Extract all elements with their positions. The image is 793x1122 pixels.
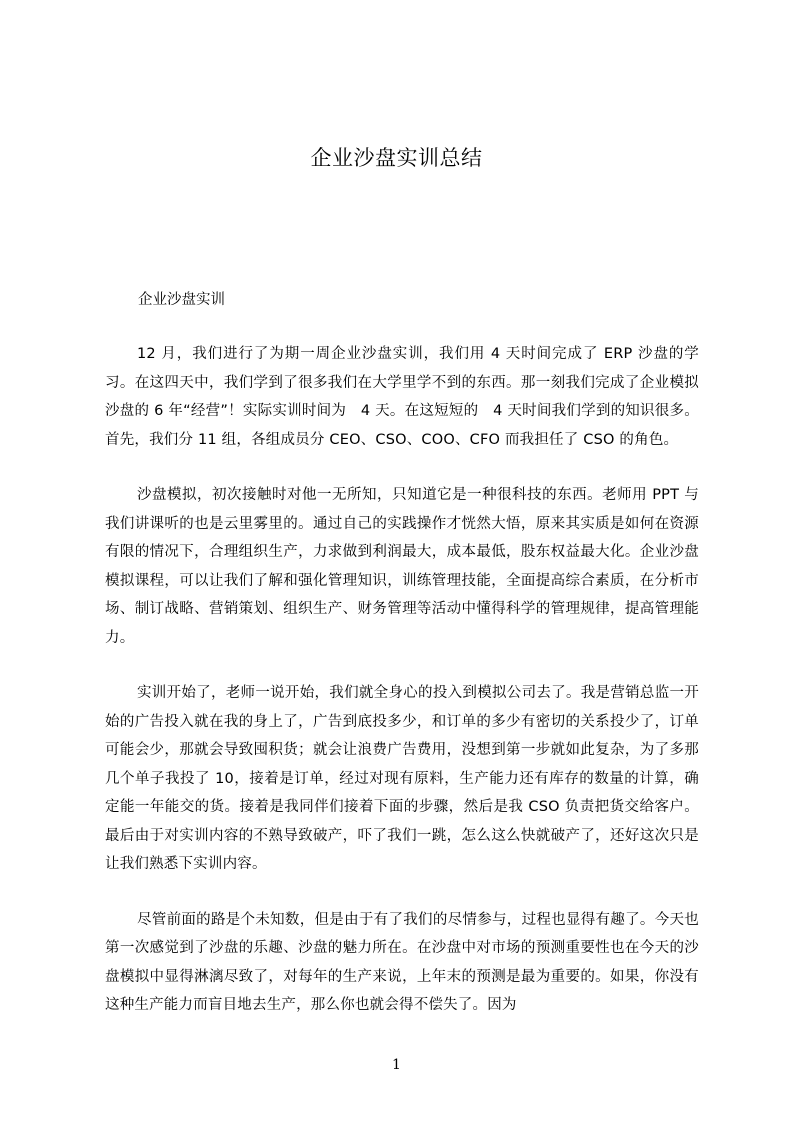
document-body [105,340,699,1047]
section-heading: 企业沙盘实训 [138,292,225,308]
page-number: 1 [392,1057,401,1073]
document-title: 企业沙盘实训总结 [310,146,483,170]
paragraph-1: 12 月，我们进行了为期一周企业沙盘实训，我们用 4 天时间完成了 ERP 沙盘的学习。在这四天中，我们学到了很多我们在大学里学不到的东西。那一刻我们完成了企业模拟沙盘的 6 年“经营”！实际实训时间为 4 天。在这短短的 4 天时间我们学到的知识很多。首先，我们分 11 组，各组成员分 CEO、CSO、COO、CFO 而我担任了 CSO 的角色。 [105,346,699,448]
paragraph-4: 尽管前面的路是个未知数，但是由于有了我们的尽情参与，过程也显得有趣了。今天也第一次感觉到了沙盘的乐趣、沙盘的魅力所在。在沙盘中对市场的预测重要性也在今天的沙盘模拟中显得淋漓尽致了，对每年的生产来说，上年末的预测是最为重要的。如果，你没有这种生产能力而盲目地去生产，那么你也就会得不偿失了。因为 [105,911,699,1013]
paragraph-3: 实训开始了，老师一说开始，我们就全身心的投入到模拟公司去了。我是营销总监一开始的广告投入就在我的身上了，广告到底投多少，和订单的多少有密切的关系投少了，订单可能会少，那就会导致囤积货；就会让浪费广告费用，没想到第一步就如此复杂，为了多那几个单子我投了 10，接着是订单，经过对现有原料，生产能力还有库存的数量的计算，确定能一年能交的货。接着是我同伴们接着下面的步骤，然后是我 CSO 负责把货交给客户。最后由于对实训内容的不熟导致破产，吓了我们一跳，怎么这么快就破产了，还好这次只是让我们熟悉下实训内容。 [105,685,699,872]
paragraph-2: 沙盘模拟，初次接触时对他一无所知，只知道它是一种很科技的东西。老师用 PPT 与我们讲课听的也是云里雾里的。通过自己的实践操作才恍然大悟，原来其实质是如何在资源有限的情况下，合理组织生产，力求做到利润最大，成本最低，股东权益最大化。企业沙盘模拟课程，可以让我们了解和强化管理知识，训练管理技能，全面提高综合素质，在分析市场、制订战略、营销策划、组织生产、财务管理等活动中懂得科学的管理规律，提高管理能力。 [105,487,699,646]
